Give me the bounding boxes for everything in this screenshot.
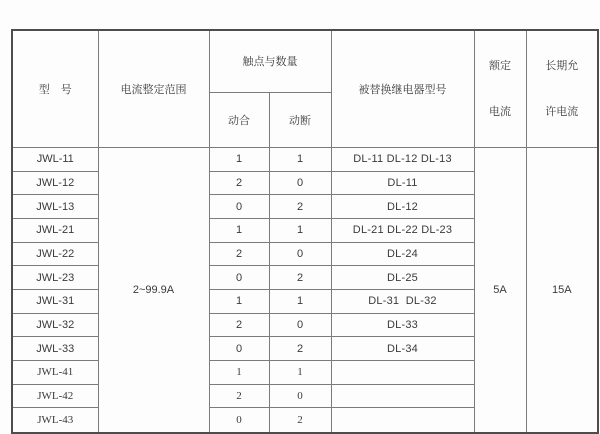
col-header-replaced-relay: 被替换继电器型号 bbox=[331, 30, 474, 148]
cell-contact-no: 1 bbox=[209, 361, 269, 385]
long-term-line2: 许电流 bbox=[545, 106, 579, 118]
table-row bbox=[12, 148, 598, 172]
cell-contact-no: 0 bbox=[209, 266, 269, 290]
col-header-long-term-current bbox=[526, 30, 598, 148]
rated-current-line2: 电流 bbox=[489, 106, 511, 118]
cell-model: JWL-22 bbox=[12, 242, 98, 266]
long-term-line1: 长期允 bbox=[545, 60, 579, 72]
cell-contact-nc: 1 bbox=[269, 361, 331, 385]
cell-replaced-relay: DL-11 DL-12 DL-13 bbox=[331, 148, 474, 172]
cell-model: JWL-11 bbox=[12, 148, 98, 172]
cell-contact-nc: 0 bbox=[269, 313, 331, 337]
col-header-contacts-group: 触点与数量 bbox=[209, 30, 331, 92]
rated-current-line1: 额定 bbox=[489, 60, 511, 72]
cell-contact-no: 0 bbox=[209, 195, 269, 219]
cell-contact-nc: 0 bbox=[269, 242, 331, 266]
cell-replaced-relay: DL-25 bbox=[331, 266, 474, 290]
cell-contact-nc: 2 bbox=[269, 408, 331, 433]
cell-contact-no: 1 bbox=[209, 290, 269, 314]
cell-replaced-relay: DL-33 bbox=[331, 313, 474, 337]
cell-model: JWL-13 bbox=[12, 195, 98, 219]
header-row-1 bbox=[12, 30, 598, 92]
cell-model: JWL-43 bbox=[12, 408, 98, 433]
cell-model: JWL-31 bbox=[12, 290, 98, 314]
cell-replaced-relay bbox=[331, 361, 474, 385]
cell-contact-nc: 1 bbox=[269, 219, 331, 243]
cell-contact-no: 2 bbox=[209, 313, 269, 337]
col-header-model: 型 号 bbox=[12, 30, 98, 148]
relay-spec-table bbox=[11, 29, 599, 434]
cell-model: JWL-42 bbox=[12, 384, 98, 408]
col-header-normally-closed: 动断 bbox=[269, 92, 331, 147]
cell-contact-no: 0 bbox=[209, 408, 269, 433]
cell-contact-no: 2 bbox=[209, 384, 269, 408]
cell-contact-nc: 1 bbox=[269, 148, 331, 172]
cell-contact-nc: 0 bbox=[269, 171, 331, 195]
cell-rated-current-merged: 5A bbox=[474, 148, 526, 433]
cell-contact-no: 1 bbox=[209, 148, 269, 172]
cell-contact-nc: 2 bbox=[269, 195, 331, 219]
cell-model: JWL-21 bbox=[12, 219, 98, 243]
col-header-rated-current bbox=[474, 30, 526, 148]
cell-model: JWL-33 bbox=[12, 337, 98, 361]
col-header-normally-open: 动合 bbox=[209, 92, 269, 147]
cell-model: JWL-23 bbox=[12, 266, 98, 290]
cell-contact-no: 0 bbox=[209, 337, 269, 361]
cell-contact-nc: 2 bbox=[269, 337, 331, 361]
cell-long-term-current-merged: 15A bbox=[526, 148, 598, 433]
cell-replaced-relay: DL-21 DL-22 DL-23 bbox=[331, 219, 474, 243]
cell-model: JWL-32 bbox=[12, 313, 98, 337]
cell-replaced-relay: DL-11 bbox=[331, 171, 474, 195]
cell-replaced-relay bbox=[331, 408, 474, 433]
cell-replaced-relay: DL-24 bbox=[331, 242, 474, 266]
cell-replaced-relay: DL-12 bbox=[331, 195, 474, 219]
cell-model: JWL-41 bbox=[12, 361, 98, 385]
cell-contact-no: 2 bbox=[209, 242, 269, 266]
cell-replaced-relay: DL-34 bbox=[331, 337, 474, 361]
cell-contact-no: 2 bbox=[209, 171, 269, 195]
cell-replaced-relay bbox=[331, 384, 474, 408]
cell-contact-no: 1 bbox=[209, 219, 269, 243]
col-header-current-range: 电流整定范围 bbox=[98, 30, 209, 148]
cell-contact-nc: 0 bbox=[269, 384, 331, 408]
cell-contact-nc: 1 bbox=[269, 290, 331, 314]
cell-current-range-merged: 2~99.9A bbox=[98, 148, 209, 433]
cell-contact-nc: 2 bbox=[269, 266, 331, 290]
cell-model: JWL-12 bbox=[12, 171, 98, 195]
cell-replaced-relay: DL-31 DL-32 bbox=[331, 290, 474, 314]
